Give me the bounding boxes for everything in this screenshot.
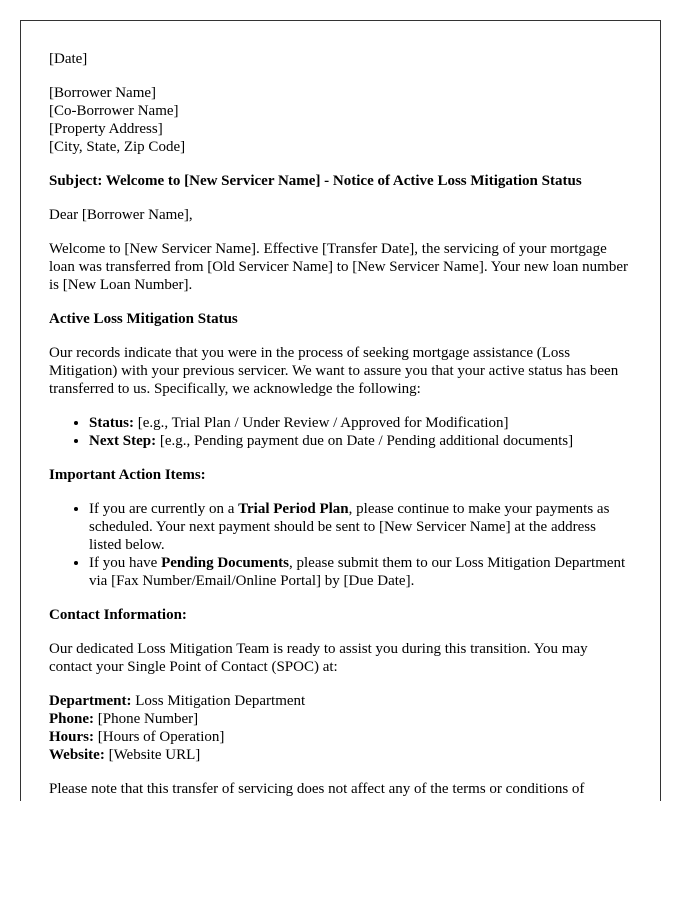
closing-paragraph: Please note that this transfer of servicing does not affect any of the terms or conditions of [49,781,585,797]
salutation: Dear [Borrower Name], [49,207,193,223]
letter-date: [Date] [49,51,88,67]
item-text: [e.g., Pending payment due on Date / Pending additional documents] [156,433,574,449]
recipient-address [49,84,632,156]
item-text: If you have [89,555,162,571]
contact-value: Loss Mitigation Department [131,693,306,709]
contact-value: [Website URL] [104,747,201,763]
status-heading: Active Loss Mitigation Status [49,311,238,327]
contact-label: Hours: [49,729,94,745]
item-text: If you are currently on a [89,501,239,517]
action-list [49,500,632,590]
status-paragraph: Our records indicate that you were in the process of seeking mortgage assistance (Loss Mitigation) with your previous servicer. We want to assure you that your active status has been transferred to us. Specifically, we acknowledge the following: [49,345,619,397]
contact-label: Phone: [49,711,94,727]
contact-value: [Phone Number] [94,711,199,727]
address-line: [Property Address] [49,121,163,137]
address-line: [City, State, Zip Code] [49,139,186,155]
address-line: [Borrower Name] [49,85,157,101]
list-item [89,414,632,432]
list-item [89,554,632,590]
item-emphasis: Pending Documents [161,555,289,571]
item-text: , please submit them to our Loss Mitigation Department via [Fax Number/Email/Online Portal] by [Due Date]. [89,555,626,589]
list-item [89,432,632,450]
status-list [49,414,632,450]
address-line: [Co-Borrower Name] [49,103,179,119]
letter-page [20,20,661,801]
item-text: [e.g., Trial Plan / Under Review / Approved for Modification] [134,415,509,431]
action-heading: Important Action Items: [49,467,206,483]
item-text: , please continue to make your payments as scheduled. Your next payment should be sent to [New Servicer Name] at the address listed below. [89,501,610,553]
contact-paragraph: Our dedicated Loss Mitigation Team is ready to assist you during this transition. You may contact your Single Point of Contact (SPOC) at: [49,641,588,675]
list-item [89,500,632,554]
subject-line: Subject: Welcome to [New Servicer Name] - Notice of Active Loss Mitigation Status [49,173,582,189]
item-label: Next Step: [89,433,157,449]
contact-label: Website: [49,747,105,763]
contact-details [49,692,632,764]
contact-label: Department: [49,693,132,709]
item-emphasis: Trial Period Plan [238,501,349,517]
intro-paragraph: Welcome to [New Servicer Name]. Effective [Transfer Date], the servicing of your mortgage loan was transferred from [Old Servicer Name] to [New Servicer Name]. Your new loan number is [New Loan Number]. [49,241,628,293]
contact-value: [Hours of Operation] [94,729,225,745]
contact-heading: Contact Information: [49,607,187,623]
item-label: Status: [89,415,135,431]
